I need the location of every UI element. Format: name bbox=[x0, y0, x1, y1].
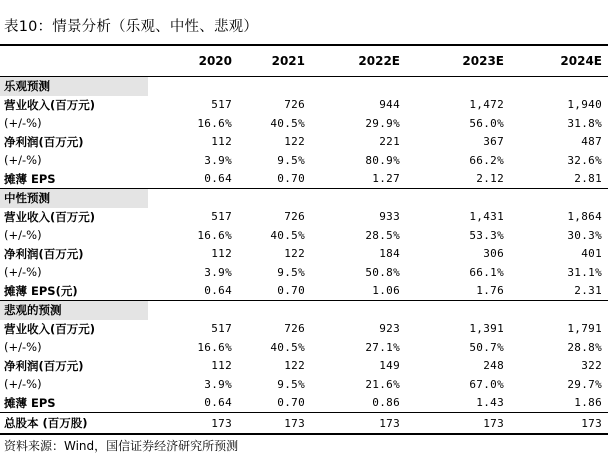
table-cell: 122 bbox=[284, 359, 305, 373]
section-title: 悲观的预测 bbox=[4, 303, 62, 318]
table-cell: 517 bbox=[211, 210, 232, 224]
table-cell: 29.7% bbox=[567, 377, 602, 391]
table-cell: 66.1% bbox=[469, 265, 504, 279]
table-cell: 173 bbox=[284, 416, 305, 430]
table-cell: 1.43 bbox=[476, 396, 504, 410]
table-row bbox=[0, 96, 608, 115]
table-cell: 149 bbox=[379, 359, 400, 373]
section-header-row bbox=[0, 301, 608, 320]
section-title: 中性预测 bbox=[4, 191, 50, 206]
source-note: 资料来源：Wind，国信证券经济研究所预测 bbox=[4, 439, 239, 453]
row-label: 营业收入(百万元) bbox=[4, 209, 96, 224]
table-cell: 16.6% bbox=[197, 340, 232, 354]
table-cell: 40.5% bbox=[270, 340, 305, 354]
table-cell: 517 bbox=[211, 98, 232, 112]
column-header: 2021 bbox=[271, 54, 305, 68]
column-header: 2020 bbox=[198, 54, 232, 68]
table-row bbox=[0, 338, 608, 357]
table-cell: 1,391 bbox=[469, 322, 504, 336]
row-label: 总股本 (百万股) bbox=[4, 416, 88, 430]
table-cell: 2.12 bbox=[476, 172, 504, 186]
column-header: 2023E bbox=[462, 54, 504, 68]
row-label: (+/-%) bbox=[4, 340, 42, 355]
table-cell: 50.7% bbox=[469, 340, 504, 354]
table-cell: 28.8% bbox=[567, 340, 602, 354]
table-cell: 726 bbox=[284, 98, 305, 112]
table-cell: 173 bbox=[483, 416, 504, 430]
row-label: (+/-%) bbox=[4, 228, 42, 243]
table-cell: 487 bbox=[581, 135, 602, 149]
row-label: 营业收入(百万元) bbox=[4, 97, 96, 112]
table-cell: 1,940 bbox=[567, 98, 602, 112]
table-cell: 30.3% bbox=[567, 228, 602, 242]
row-label: (+/-%) bbox=[4, 153, 42, 168]
section-title: 乐观预测 bbox=[4, 79, 50, 94]
table-row bbox=[0, 114, 608, 133]
table-cell: 184 bbox=[379, 247, 400, 261]
table-cell: 0.70 bbox=[277, 396, 305, 410]
table-cell: 122 bbox=[284, 135, 305, 149]
table-cell: 248 bbox=[483, 359, 504, 373]
table-cell: 517 bbox=[211, 322, 232, 336]
table-cell: 27.1% bbox=[365, 340, 400, 354]
table-cell: 112 bbox=[211, 135, 232, 149]
table-cell: 1,791 bbox=[567, 322, 602, 336]
column-header: 2022E bbox=[358, 54, 400, 68]
table-cell: 16.6% bbox=[197, 228, 232, 242]
table-cell: 56.0% bbox=[469, 116, 504, 130]
table-row bbox=[0, 320, 608, 339]
table-cell: 221 bbox=[379, 135, 400, 149]
table-row bbox=[0, 208, 608, 227]
row-label: 净利润(百万元) bbox=[4, 358, 84, 373]
table-cell: 1.86 bbox=[574, 396, 602, 410]
table-cell: 726 bbox=[284, 322, 305, 336]
table-title: 表10：情景分析（乐观、中性、悲观） bbox=[4, 19, 259, 35]
section-header-row bbox=[0, 189, 608, 208]
table-cell: 0.64 bbox=[204, 396, 232, 410]
table-cell: 9.5% bbox=[277, 153, 305, 167]
table-cell: 2.81 bbox=[574, 172, 602, 186]
table-cell: 306 bbox=[483, 247, 504, 261]
table-cell: 933 bbox=[379, 210, 400, 224]
table-row bbox=[0, 151, 608, 170]
total-row bbox=[0, 413, 608, 433]
table-cell: 322 bbox=[581, 359, 602, 373]
table-cell: 173 bbox=[581, 416, 602, 430]
table-cell: 53.3% bbox=[469, 228, 504, 242]
table-cell: 31.1% bbox=[567, 265, 602, 279]
table-cell: 1,864 bbox=[567, 210, 602, 224]
table-body bbox=[0, 77, 608, 412]
row-label: 摊薄 EPS(元) bbox=[4, 283, 78, 298]
table-cell: 40.5% bbox=[270, 116, 305, 130]
table-cell: 21.6% bbox=[365, 377, 400, 391]
table-cell: 1,472 bbox=[469, 98, 504, 112]
row-label: (+/-%) bbox=[4, 377, 42, 392]
table-cell: 9.5% bbox=[277, 265, 305, 279]
table-cell: 3.9% bbox=[204, 377, 232, 391]
table-cell: 16.6% bbox=[197, 116, 232, 130]
table-cell: 726 bbox=[284, 210, 305, 224]
row-label: 净利润(百万元) bbox=[4, 134, 84, 149]
table-cell: 122 bbox=[284, 247, 305, 261]
table-header-row bbox=[0, 46, 608, 76]
table-cell: 923 bbox=[379, 322, 400, 336]
table-cell: 29.9% bbox=[365, 116, 400, 130]
row-label: 营业收入(百万元) bbox=[4, 321, 96, 336]
table-cell: 80.9% bbox=[365, 153, 400, 167]
row-label: 摊薄 EPS bbox=[4, 395, 56, 410]
table-cell: 50.8% bbox=[365, 265, 400, 279]
table-row bbox=[0, 375, 608, 394]
table-cell: 28.5% bbox=[365, 228, 400, 242]
row-label: (+/-%) bbox=[4, 265, 42, 280]
table-cell: 66.2% bbox=[469, 153, 504, 167]
table-cell: 2.31 bbox=[574, 284, 602, 298]
table-cell: 0.64 bbox=[204, 172, 232, 186]
table-cell: 67.0% bbox=[469, 377, 504, 391]
table-cell: 112 bbox=[211, 247, 232, 261]
table-cell: 1.76 bbox=[476, 284, 504, 298]
table-cell: 367 bbox=[483, 135, 504, 149]
table-cell: 3.9% bbox=[204, 265, 232, 279]
table-row bbox=[0, 263, 608, 282]
column-header: 2024E bbox=[560, 54, 602, 68]
table-cell: 0.86 bbox=[372, 396, 400, 410]
table-cell: 0.64 bbox=[204, 284, 232, 298]
table-bottom-rule bbox=[0, 433, 608, 435]
table-cell: 944 bbox=[379, 98, 400, 112]
table-cell: 1.06 bbox=[372, 284, 400, 298]
table-cell: 112 bbox=[211, 359, 232, 373]
table-row bbox=[0, 357, 608, 376]
section-header-row bbox=[0, 77, 608, 96]
table-cell: 1,431 bbox=[469, 210, 504, 224]
table-cell: 173 bbox=[211, 416, 232, 430]
table-row bbox=[0, 394, 608, 413]
row-label: 摊薄 EPS bbox=[4, 171, 56, 186]
table-cell: 0.70 bbox=[277, 172, 305, 186]
table-row bbox=[0, 170, 608, 189]
table-cell: 9.5% bbox=[277, 377, 305, 391]
table-cell: 32.6% bbox=[567, 153, 602, 167]
table-row bbox=[0, 133, 608, 152]
table-row bbox=[0, 245, 608, 264]
table-row bbox=[0, 226, 608, 245]
table-cell: 401 bbox=[581, 247, 602, 261]
scenario-table bbox=[0, 44, 608, 435]
table-cell: 173 bbox=[379, 416, 400, 430]
table-cell: 40.5% bbox=[270, 228, 305, 242]
row-label: (+/-%) bbox=[4, 116, 42, 131]
table-cell: 31.8% bbox=[567, 116, 602, 130]
table-cell: 3.9% bbox=[204, 153, 232, 167]
table-cell: 1.27 bbox=[372, 172, 400, 186]
table-row bbox=[0, 282, 608, 301]
table-cell: 0.70 bbox=[277, 284, 305, 298]
row-label: 净利润(百万元) bbox=[4, 246, 84, 261]
